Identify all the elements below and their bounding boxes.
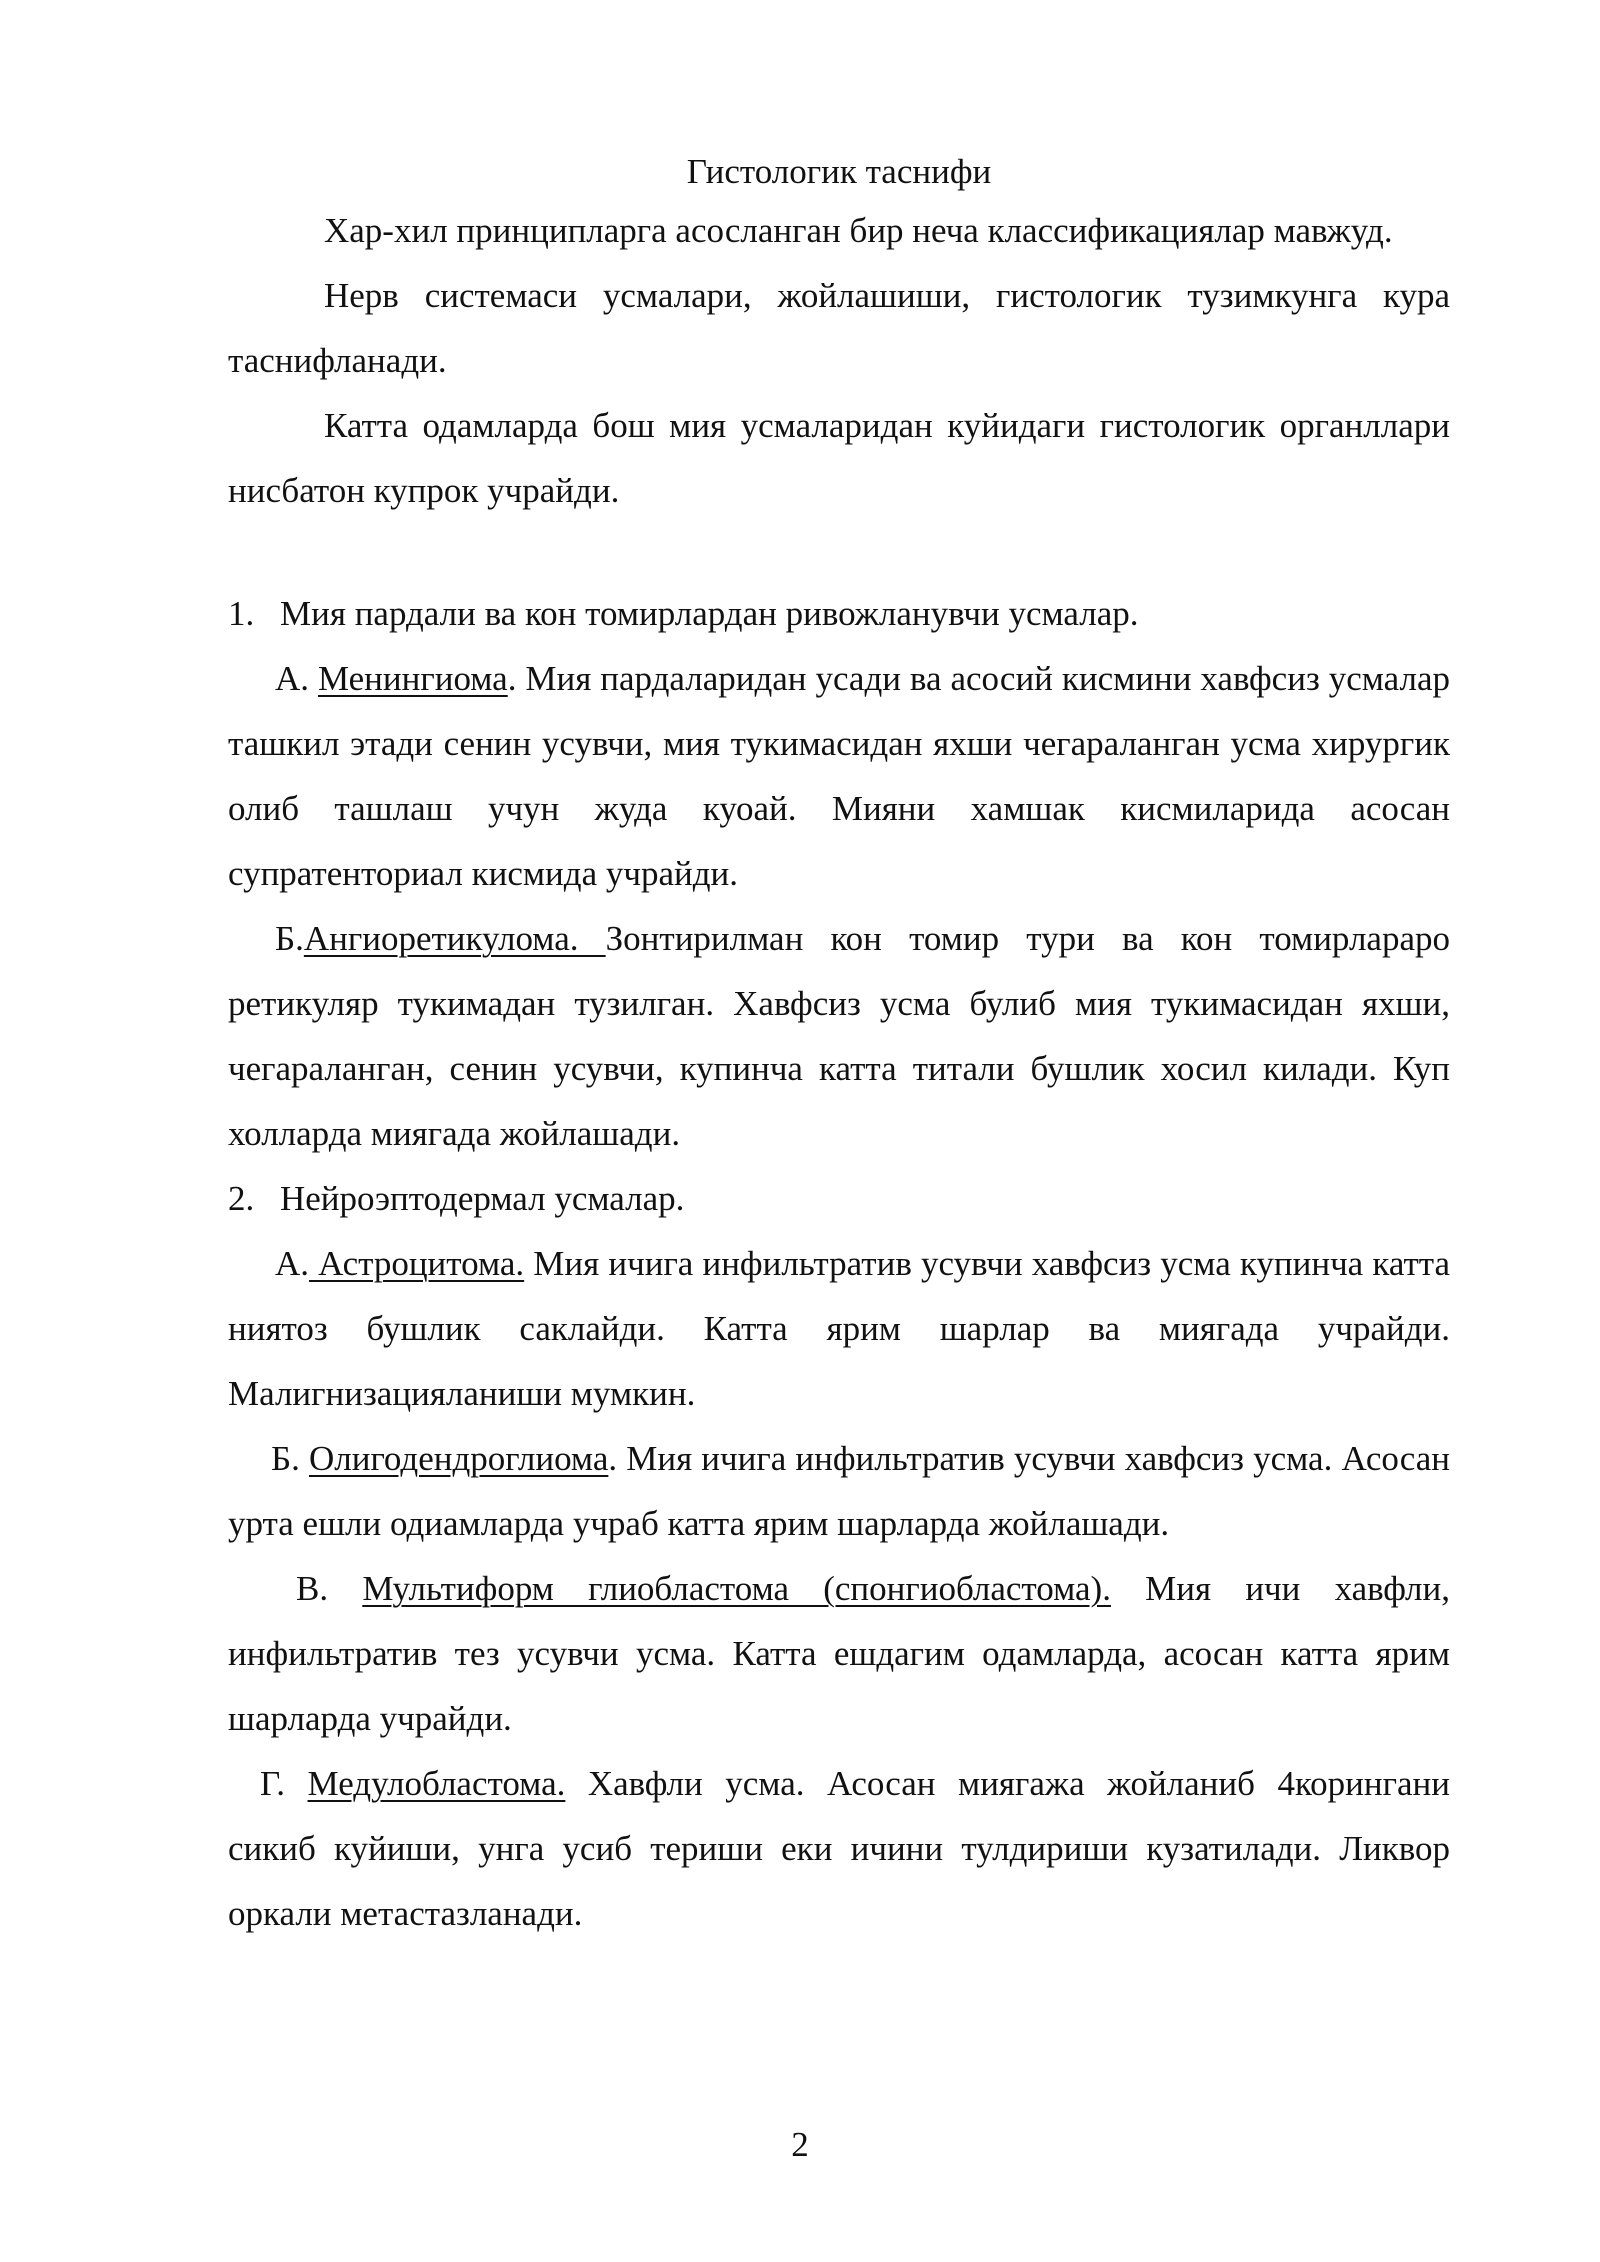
section-1-item-b	[228, 906, 1450, 1166]
item-term: Ангиоретикулома.	[303, 919, 606, 958]
section-1-title: Мия пардали ва кон томирлардан ривожланувчи усмалар.	[280, 594, 1139, 633]
item-text: Мия ичига инфильтратив усувчи хавфсиз усма купинча катта ниятоз бушлик саклайди. Катта ярим шарлар ва миягада учрайди. Малигнизацияланиши мумкин.	[228, 1244, 1451, 1413]
item-term: Медулобластома.	[307, 1764, 566, 1803]
item-text: Мия ичи хавфли, инфильтратив тез усувчи усма. Катта ешдагим одамларда, асосан катта ярим шарларда учрайди.	[228, 1569, 1450, 1738]
item-letter: Б.	[275, 919, 304, 958]
section-1-number: 1.	[228, 594, 255, 633]
section-2-item-a	[228, 1231, 1450, 1426]
item-term: Мультиформ глиобластома (спонгиобластома).	[362, 1569, 1111, 1608]
section-2-item-g	[228, 1751, 1450, 1946]
item-text: . Мия пардаларидан усади ва асосий кисмини хавфсиз усмалар ташкил этади сенин усувчи, мия тукимасидан яхши чегараланган усма хирургик олиб ташлаш учун жуда куоай. Мияни хамшак кисмиларида асосан супратенториал кисмида учрайди.	[228, 659, 1450, 893]
item-text: Зонтирилман кон томир тури ва кон томирлараро ретикуляр тукимадан тузилган. Хавфсиз усма булиб мия тукимасидан яхши, чегараланган, сенин усувчи, купинча катта титали бушлик хосил килади. Куп холларда миягада жойлашади.	[228, 919, 1450, 1153]
page-content	[228, 146, 1450, 1946]
section-2-item-b	[228, 1426, 1450, 1556]
intro-paragraph-2: Нерв системаси усмалари, жойлашиши, гистологик тузимкунга кура таснифланади.	[228, 276, 1450, 380]
page-title: Гистологик таснифи	[686, 152, 992, 191]
page-number: 2	[791, 2125, 809, 2164]
item-letter: Б.	[271, 1439, 309, 1478]
intro-paragraph-1: Хар-хил принципларга асосланган бир неча классификациялар мавжуд.	[324, 211, 1393, 250]
item-term: Менингиома	[317, 659, 508, 698]
section-2-item-v	[228, 1556, 1450, 1751]
item-text: Хавфли усма. Асосан миягажа жойланиб 4корингани сикиб куйиши, унга усиб териши еки ичини тулдириши кузатилади. Ликвор оркали метастазланади.	[228, 1764, 1450, 1933]
item-letter: Г.	[260, 1764, 308, 1803]
intro-paragraph-3: Катта одамларда бош мия усмаларидан куйидаги гистологик органллари нисбатон купрок учрайди.	[228, 406, 1450, 510]
section-1-heading	[228, 581, 1450, 646]
item-letter: А.	[275, 1244, 310, 1283]
item-term: Астроцитома.	[309, 1244, 525, 1283]
section-2-number: 2.	[228, 1179, 255, 1218]
spacer	[228, 523, 1450, 581]
item-text: . Мия ичига инфильтратив усувчи хавфсиз усма. Асосан урта ешли одиамларда учраб катта ярим шарларда жойлашади.	[228, 1439, 1450, 1543]
section-2-title: Нейроэптодермал усмалар.	[280, 1179, 685, 1218]
section-1-item-a	[228, 646, 1450, 906]
item-letter: В.	[296, 1569, 363, 1608]
item-letter: А.	[275, 659, 310, 698]
section-2-heading	[228, 1166, 1450, 1231]
item-term: Олигодендроглиома	[308, 1439, 609, 1478]
